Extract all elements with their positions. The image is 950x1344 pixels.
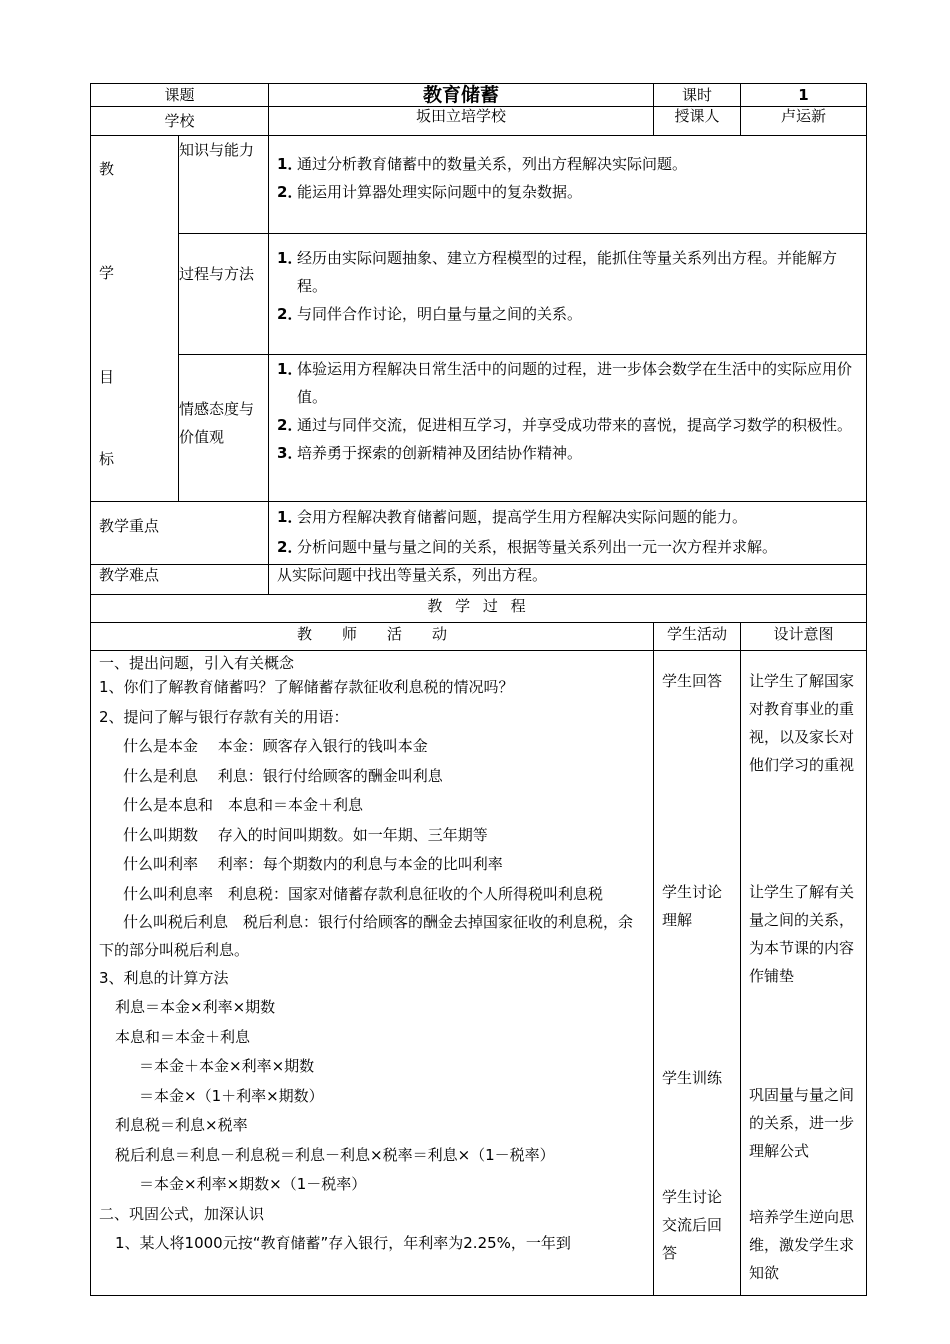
student-activity-item: 学生训练 — [662, 1069, 723, 1087]
student-activity-item: 学生讨论理解 — [662, 883, 723, 929]
key-point-item: 2． 分析问题中量与量之间的关系，根据等量关系列出一元一次方程并求解。 — [277, 538, 778, 556]
goals-char-1: 教 — [99, 160, 115, 178]
emotion-item: 2． 通过与同伴交流，促进相互学习，并享受成功带来的喜悦，提高学习数学的积极性。 — [277, 416, 853, 434]
activity-line: 什么叫利率 利率：每个期数内的利息与本金的比叫利率 — [123, 855, 503, 873]
knowledge-content — [269, 136, 867, 234]
activity-line: 二、巩固公式，加深认识 — [99, 1204, 265, 1223]
teacher-value: 卢运新 — [741, 107, 867, 136]
activity-line: 利息税＝利息×税率 — [115, 1116, 248, 1134]
design-intent-content — [741, 651, 867, 1296]
hours-label: 课时 — [654, 84, 741, 107]
lesson-plan-page — [90, 83, 866, 1296]
knowledge-item: 2． 能运用计算器处理实际问题中的复杂数据。 — [277, 183, 583, 201]
activity-line: 什么叫期数 存入的时间叫期数。如一年期、三年期等 — [123, 825, 488, 844]
process-section-title: 教 学 过 程 — [91, 595, 867, 623]
school-value: 坂田立培学校 — [269, 107, 654, 136]
design-intent-header: 设计意图 — [741, 623, 867, 651]
activity-line: 2、提问了解与银行存款有关的用语： — [99, 707, 349, 726]
emotion-label: 情感态度与价值观 — [179, 355, 269, 502]
lesson-plan-table — [90, 83, 867, 1296]
process-item: 1． 经历由实际问题抽象、建立方程模型的过程，能抓住等量关系列出方程。并能解方程。 — [277, 249, 838, 295]
emotion-item: 3． 培养勇于探索的创新精神及团结协作精神。 — [277, 444, 583, 462]
goals-char-2: 学 — [99, 264, 115, 282]
activity-line: 本息和＝本金＋利息 — [115, 1027, 251, 1046]
topic-label: 课题 — [91, 84, 269, 107]
activity-line: 什么是本息和 本息和＝本金＋利息 — [123, 796, 364, 814]
activity-line: 什么是利息 利息：银行付给顾客的酬金叫利息 — [123, 766, 443, 785]
process-item: 2． 与同伴合作讨论，明白量与量之间的关系。 — [277, 305, 583, 323]
student-activity-item: 学生讨论交流后回答 — [662, 1188, 723, 1262]
activity-line: 什么叫税后利息 税后利息：银行付给顾客的酬金去掉国家征收的利息税，余下的部分叫税后利息。 — [99, 912, 634, 959]
activity-line: ＝本金×（1＋利率×期数） — [139, 1086, 324, 1105]
activity-line: ＝本金＋本金×利率×期数 — [139, 1057, 315, 1075]
key-points-label: 教学重点 — [91, 502, 269, 565]
student-activity-content — [654, 651, 741, 1296]
design-intent-item: 巩固量与量之间的关系，进一步理解公式 — [749, 1086, 855, 1160]
design-intent-item: 让学生了解有关量之间的关系，为本节课的内容作铺垫 — [749, 883, 855, 985]
school-label: 学校 — [91, 107, 269, 136]
goals-vertical-label — [91, 136, 179, 502]
knowledge-item: 1． 通过分析教育储蓄中的数量关系，列出方程解决实际问题。 — [277, 155, 688, 173]
teacher-activity-header: 教 师 活 动 — [91, 623, 654, 651]
key-points-content — [269, 502, 867, 565]
process-content — [269, 234, 867, 355]
activity-line: 1、你们了解教育储蓄吗？了解储蓄存款征收利息税的情况吗？ — [99, 678, 514, 696]
design-intent-item: 培养学生逆向思维，激发学生求知欲 — [749, 1208, 855, 1282]
activity-line: 什么叫利息率 利息税：国家对储蓄存款利息征收的个人所得税叫利息税 — [123, 884, 604, 903]
topic-value: 教育储蓄 — [269, 84, 654, 107]
teacher-label: 授课人 — [654, 107, 741, 136]
goals-char-4: 标 — [99, 450, 115, 468]
activity-line: 1、某人将1000元按“教育储蓄”存入银行，年利率为2.25%，一年到 — [115, 1234, 571, 1252]
activity-line: 利息＝本金×利率×期数 — [115, 998, 276, 1016]
student-activity-item: 学生回答 — [662, 672, 723, 690]
hours-value: 1 — [741, 84, 867, 107]
student-activity-header: 学生活动 — [654, 623, 741, 651]
activity-line: ＝本金×利率×期数×（1－税率） — [139, 1175, 367, 1193]
goals-char-3: 目 — [99, 368, 115, 386]
activity-line: 什么是本金 本金：顾客存入银行的钱叫本金 — [123, 737, 428, 755]
process-label: 过程与方法 — [179, 234, 269, 355]
activity-line: 税后利息＝利息－利息税＝利息－利息×税率＝利息×（1－税率） — [115, 1145, 555, 1164]
difficulty-content: 从实际问题中找出等量关系，列出方程。 — [269, 565, 867, 595]
emotion-item: 1． 体验运用方程解决日常生活中的问题的过程，进一步体会数学在生活中的实际应用价值。 — [277, 360, 853, 406]
key-point-item: 1． 会用方程解决教育储蓄问题，提高学生用方程解决实际问题的能力。 — [277, 508, 748, 526]
activity-line: 3、利息的计算方法 — [99, 968, 229, 987]
activity-line: 一、提出问题，引入有关概念 — [99, 654, 295, 672]
difficulty-label: 教学难点 — [91, 565, 269, 595]
knowledge-label: 知识与能力 — [179, 136, 269, 234]
design-intent-item: 让学生了解国家对教育事业的重视，以及家长对他们学习的重视 — [749, 672, 855, 774]
teacher-activity-content — [91, 651, 654, 1296]
emotion-content — [269, 355, 867, 502]
